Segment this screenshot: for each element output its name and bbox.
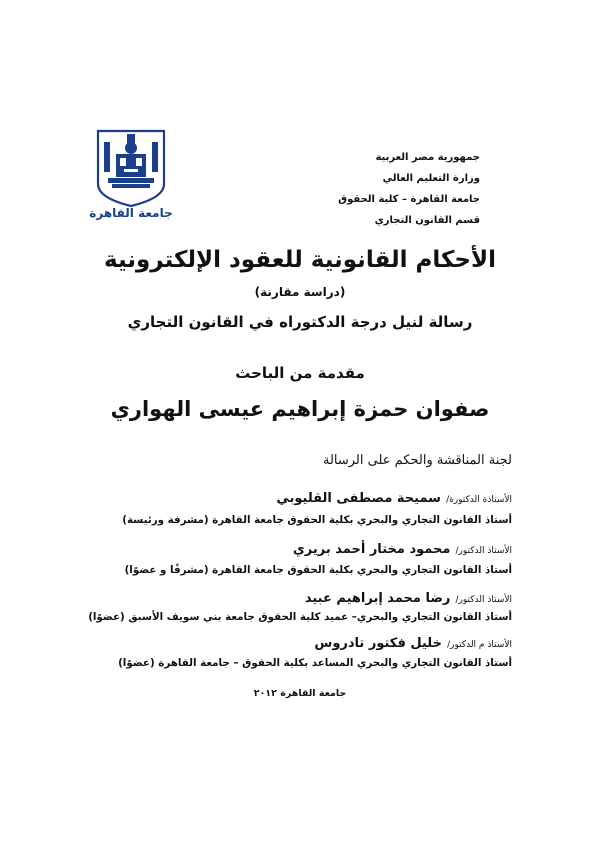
member-title: الأستاذ الدكتور/ bbox=[455, 546, 512, 556]
committee-member-description: أستاذ القانون التجاري والبحري بكلية الحقوق جامعة القاهرة (مشرفًا و عضوًا) bbox=[124, 564, 512, 576]
institution-header bbox=[280, 147, 480, 231]
committee-member-description: أستاذ القانون التجاري والبحري المساعد بكلية الحقوق – جامعة القاهرة (عضوًا) bbox=[118, 657, 512, 669]
committee-member-description: أستاذ القانون التجاري والبحري– عميد كلية الحقوق جامعة بني سويف الأسبق (عضوًا) bbox=[88, 611, 512, 623]
committee-member-description: أستاذ القانون التجاري والبحري بكلية الحقوق جامعة القاهرة (مشرفة ورئيسة) bbox=[122, 514, 512, 526]
thesis-subtitle: (دراسة مقارنة) bbox=[254, 285, 346, 299]
degree-statement: رسالة لنيل درجة الدكتوراه في القانون التجاري bbox=[127, 313, 473, 331]
cairo-university-seal-icon bbox=[89, 128, 173, 220]
author-name: صفوان حمزة إبراهيم عيسى الهواري bbox=[110, 397, 490, 421]
member-name: خليل فكتور تادروس bbox=[314, 636, 442, 651]
committee-member-name bbox=[293, 538, 512, 557]
ministry-line: وزارة التعليم العالي bbox=[382, 173, 480, 184]
department-line: قسم القانون التجاري bbox=[374, 215, 480, 226]
presented-by-label: مقدمة من الباحث bbox=[235, 364, 365, 382]
logo-text: جامعة القاهرة bbox=[89, 206, 173, 220]
committee-member-name bbox=[305, 587, 512, 606]
member-title: الأستاذ م الدكتور/ bbox=[447, 640, 512, 650]
committee-member-name bbox=[276, 487, 512, 506]
member-name: محمود مختار أحمد بريري bbox=[292, 542, 451, 557]
committee-heading: لجنة المناقشة والحكم على الرسالة bbox=[322, 453, 512, 468]
member-name: رضا محمد إبراهيم عبيد bbox=[304, 591, 451, 606]
member-title: الأستاذ الدكتور/ bbox=[455, 595, 512, 605]
member-title: الأستاذة الدكتورة/ bbox=[446, 495, 512, 505]
member-name: سميحة مصطفى القليوبي bbox=[276, 491, 441, 506]
thesis-title: الأحكام القانونية للعقود الإلكترونية bbox=[104, 247, 496, 273]
country-line: جمهورية مصر العربية bbox=[375, 152, 480, 163]
university-line: جامعة القاهرة – كلية الحقوق bbox=[338, 194, 480, 205]
footer-university-year: جامعة القاهرة ٢٠١٢ bbox=[253, 688, 347, 699]
committee-member-name bbox=[314, 632, 512, 651]
